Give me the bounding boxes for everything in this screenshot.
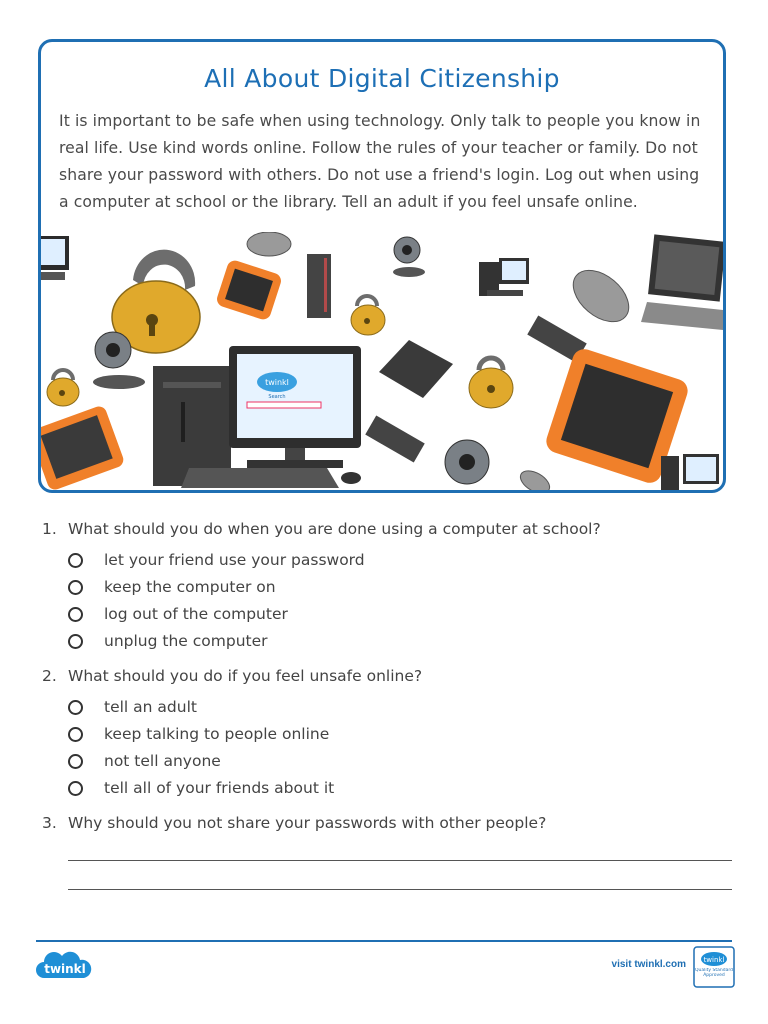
svg-text:twinkl: twinkl — [703, 956, 725, 964]
answer-option[interactable]: tell an adult — [68, 698, 197, 716]
radio-circle-icon[interactable] — [68, 580, 83, 595]
quality-badge-icon: twinkl Quality Standard Approved — [693, 946, 735, 988]
footer-link[interactable]: visit twinkl.com — [611, 959, 686, 970]
answer-option[interactable]: not tell anyone — [68, 752, 221, 770]
answer-option[interactable]: log out of the computer — [68, 605, 288, 623]
answer-option[interactable]: keep talking to people online — [68, 725, 329, 743]
footer-divider — [36, 940, 732, 942]
padlock-icon — [351, 296, 385, 335]
answer-line[interactable] — [68, 889, 732, 890]
tower-icon — [365, 415, 424, 462]
twinkl-logo-icon — [36, 950, 96, 982]
radio-circle-icon[interactable] — [68, 727, 83, 742]
tablet-icon — [41, 404, 126, 490]
answer-line[interactable] — [68, 860, 732, 861]
info-box — [38, 39, 726, 493]
answer-option[interactable]: tell all of your friends about it — [68, 779, 334, 797]
page-title: All About Digital Citizenship — [204, 64, 560, 93]
question-text: Why should you not share your passwords with other people? — [68, 814, 547, 832]
question-3: 3. Why should you not share your passwords with other people? — [42, 814, 547, 832]
question-text: What should you do when you are done using a computer at school? — [68, 520, 601, 538]
computer-icon — [661, 454, 719, 490]
radio-circle-icon[interactable] — [68, 607, 83, 622]
svg-text:Search: Search — [268, 394, 286, 400]
laptop-icon — [379, 340, 453, 398]
technology-illustration — [41, 232, 723, 490]
radio-circle-icon[interactable] — [68, 754, 83, 769]
answer-option[interactable]: keep the computer on — [68, 578, 276, 596]
radio-circle-icon[interactable] — [68, 700, 83, 715]
question-text: What should you do if you feel unsafe online? — [68, 667, 423, 685]
radio-circle-icon[interactable] — [68, 781, 83, 796]
answer-option[interactable]: unplug the computer — [68, 632, 268, 650]
svg-text:twinkl: twinkl — [265, 378, 289, 387]
webcam-icon — [445, 440, 489, 484]
radio-circle-icon[interactable] — [68, 553, 83, 568]
monitor-icon — [41, 236, 69, 280]
computer-icon — [479, 258, 529, 296]
intro-paragraph: It is important to be safe when using technology. Only talk to people you know in real life. Use kind words online. Follow the rules of your teacher or family. Do not share your password with others. Do not use a friend's login. Log out when using a computer at school or the library. Tell an adult if you feel unsafe online. — [59, 112, 701, 211]
answer-option[interactable]: let your friend use your password — [68, 551, 365, 569]
question-2: 2. What should you do if you feel unsafe online? — [42, 667, 423, 685]
padlock-icon — [469, 358, 513, 408]
radio-circle-icon[interactable] — [68, 634, 83, 649]
tower-icon — [307, 254, 331, 318]
svg-text:twinkl: twinkl — [44, 962, 86, 976]
mouse-icon — [517, 466, 554, 490]
webcam-icon — [393, 237, 425, 277]
padlock-icon — [47, 370, 79, 406]
tablet-icon — [215, 259, 283, 322]
mouse-icon — [247, 232, 291, 256]
mouse-icon — [564, 260, 639, 332]
question-1: 1. What should you do when you are done using a computer at school? — [42, 520, 601, 538]
laptop-icon — [641, 234, 723, 330]
computer-icon — [153, 346, 361, 488]
